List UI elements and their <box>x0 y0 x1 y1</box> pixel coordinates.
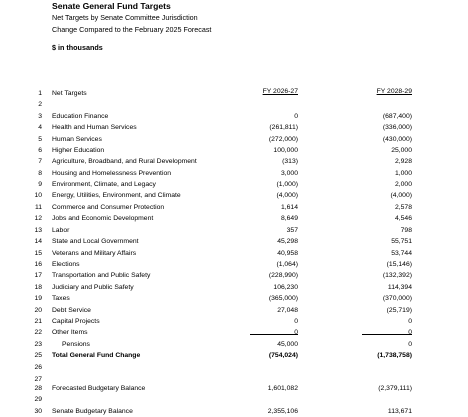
value-fy2026-27: 106,230 <box>273 284 298 291</box>
value-fy2028-29: 0 <box>408 318 412 325</box>
row-number: 17 <box>34 272 42 279</box>
column-header-fy2028-29: FY 2028-29 <box>376 88 412 95</box>
value-fy2028-29: 2,928 <box>394 158 412 165</box>
table-row <box>0 383 468 394</box>
row-number: 19 <box>34 295 42 302</box>
value-fy2028-29: (336,000) <box>382 124 412 131</box>
row-label: Transportation and Public Safety <box>52 272 151 279</box>
value-fy2028-29: (430,000) <box>382 136 412 143</box>
table-row <box>0 327 468 338</box>
row-number: 12 <box>34 215 42 222</box>
row-number: 14 <box>34 238 42 245</box>
table-row <box>0 406 468 417</box>
row-label: Other Items <box>52 329 88 336</box>
row-label: Housing and Homelessness Prevention <box>52 170 172 177</box>
row-label: Labor <box>52 227 70 234</box>
value-fy2028-29: (25,719) <box>386 307 412 314</box>
table-row <box>0 248 468 259</box>
row-number: 20 <box>34 307 42 314</box>
value-fy2028-29: (132,392) <box>382 272 412 279</box>
value-fy2026-27: (272,000) <box>268 136 298 143</box>
value-fy2026-27: (1,000) <box>276 181 298 188</box>
value-fy2028-29: (4,000) <box>390 192 412 199</box>
value-fy2026-27: 1,601,082 <box>267 385 298 392</box>
value-fy2026-27: 45,000 <box>277 341 298 348</box>
value-fy2026-27: (1,064) <box>276 261 298 268</box>
row-number: 28 <box>34 385 42 392</box>
value-fy2028-29: 2,578 <box>394 204 412 211</box>
table-row <box>0 259 468 270</box>
row-number: 4 <box>38 124 42 131</box>
report-subtitle-forecast: Change Compared to the February 2025 Forecast <box>52 25 212 34</box>
table-row <box>0 213 468 224</box>
row-number: 7 <box>38 158 42 165</box>
table-row <box>0 270 468 281</box>
value-fy2026-27: 0 <box>294 318 298 325</box>
value-fy2026-27: 357 <box>286 227 298 234</box>
table-row <box>0 179 468 190</box>
value-fy2026-27: (4,000) <box>276 192 298 199</box>
table-row <box>0 202 468 213</box>
value-fy2028-29: 4,546 <box>394 215 412 222</box>
value-fy2026-27: (313) <box>282 158 298 165</box>
table-row <box>0 339 468 350</box>
row-number: 29 <box>34 396 42 403</box>
table-row <box>0 236 468 247</box>
total-rule-fy2 <box>362 334 412 335</box>
row-number: 22 <box>34 329 42 336</box>
row-label: Judiciary and Public Safety <box>52 284 134 291</box>
value-fy2026-27: 100,000 <box>273 147 298 154</box>
table-row <box>0 305 468 316</box>
row-label: Debt Service <box>52 307 91 314</box>
row-number: 23 <box>34 341 42 348</box>
value-fy2026-27: 1,614 <box>280 204 298 211</box>
table-row <box>0 362 468 373</box>
row-label: Total General Fund Change <box>52 352 141 359</box>
value-fy2026-27: 3,000 <box>280 170 298 177</box>
row-number: 3 <box>38 113 42 120</box>
table-row <box>0 145 468 156</box>
row-label: Higher Education <box>52 147 105 154</box>
value-fy2026-27: 27,048 <box>277 307 298 314</box>
row-label: Environment, Climate, and Legacy <box>52 181 156 188</box>
report-subtitle: Net Targets by Senate Committee Jurisdiction <box>52 13 198 22</box>
table-row <box>0 111 468 122</box>
value-fy2026-27: 40,958 <box>277 250 298 257</box>
row-label: Human Services <box>52 136 102 143</box>
row-label: State and Local Government <box>52 238 139 245</box>
table-row <box>0 122 468 133</box>
row-label: Veterans and Military Affairs <box>52 250 137 257</box>
row-label: Jobs and Economic Development <box>52 215 154 222</box>
value-fy2028-29: 0 <box>408 341 412 348</box>
value-fy2028-29: (370,000) <box>382 295 412 302</box>
row-number: 18 <box>34 284 42 291</box>
table-row <box>0 225 468 236</box>
row-label: Net Targets <box>52 90 87 97</box>
row-label: Commerce and Consumer Protection <box>52 204 165 211</box>
value-fy2028-29: (687,400) <box>382 113 412 120</box>
value-fy2028-29: 114,394 <box>387 284 412 291</box>
table-row <box>0 99 468 110</box>
row-number: 11 <box>34 204 42 211</box>
row-label: Health and Human Services <box>52 124 137 131</box>
value-fy2026-27: (365,000) <box>268 295 298 302</box>
row-label: Energy, Utilities, Environment, and Climate <box>52 192 181 199</box>
row-number: 5 <box>38 136 42 143</box>
row-number: 10 <box>34 192 42 199</box>
value-fy2026-27: 8,649 <box>280 215 298 222</box>
value-fy2026-27: 45,298 <box>277 238 298 245</box>
row-number: 2 <box>38 101 42 108</box>
row-number: 1 <box>38 90 42 97</box>
row-number: 6 <box>38 147 42 154</box>
row-label: Pensions <box>62 341 90 348</box>
table-row <box>0 156 468 167</box>
value-fy2026-27: (754,024) <box>268 352 298 359</box>
value-fy2028-29: 2,000 <box>394 181 412 188</box>
table-row <box>0 316 468 327</box>
value-fy2028-29: 1,000 <box>394 170 412 177</box>
value-fy2028-29: 113,671 <box>387 408 412 415</box>
table-row <box>0 168 468 179</box>
table-row <box>0 394 468 405</box>
table-row <box>0 293 468 304</box>
value-fy2026-27: 0 <box>294 329 298 336</box>
row-number: 26 <box>34 364 42 371</box>
value-fy2028-29: (15,146) <box>386 261 412 268</box>
table-row <box>0 282 468 293</box>
row-label: Senate Budgetary Balance <box>52 408 133 415</box>
value-fy2026-27: 2,355,106 <box>267 408 298 415</box>
units-label: $ in thousands <box>52 43 103 52</box>
value-fy2028-29: 25,000 <box>391 147 412 154</box>
value-fy2028-29: 55,751 <box>391 238 412 245</box>
row-number: 15 <box>34 250 42 257</box>
total-rule-fy1 <box>250 334 298 335</box>
report-title: Senate General Fund Targets <box>52 1 171 11</box>
row-number: 25 <box>34 352 42 359</box>
table-row <box>0 134 468 145</box>
value-fy2028-29: 53,744 <box>391 250 412 257</box>
table-row <box>0 190 468 201</box>
value-fy2028-29: (1,738,758) <box>377 352 412 359</box>
value-fy2028-29: 0 <box>408 329 412 336</box>
row-label: Elections <box>52 261 80 268</box>
row-label: Capital Projects <box>52 318 100 325</box>
column-header-fy2026-27: FY 2026-27 <box>262 88 298 95</box>
row-number: 13 <box>34 227 42 234</box>
row-number: 27 <box>34 376 42 383</box>
value-fy2026-27: (261,811) <box>269 124 298 131</box>
row-number: 21 <box>34 318 42 325</box>
row-number: 9 <box>38 181 42 188</box>
row-number: 16 <box>34 261 42 268</box>
row-label: Education Finance <box>52 113 109 120</box>
row-label: Taxes <box>52 295 70 302</box>
row-label: Forecasted Budgetary Balance <box>52 385 146 392</box>
row-number: 8 <box>38 170 42 177</box>
value-fy2026-27: (228,990) <box>268 272 298 279</box>
table-row <box>0 350 468 361</box>
value-fy2028-29: (2,379,111) <box>378 385 412 392</box>
table-row <box>0 88 468 99</box>
value-fy2028-29: 798 <box>400 227 412 234</box>
value-fy2026-27: 0 <box>294 113 298 120</box>
row-label: Agriculture, Broadband, and Rural Development <box>52 158 197 165</box>
row-number: 30 <box>34 408 42 415</box>
